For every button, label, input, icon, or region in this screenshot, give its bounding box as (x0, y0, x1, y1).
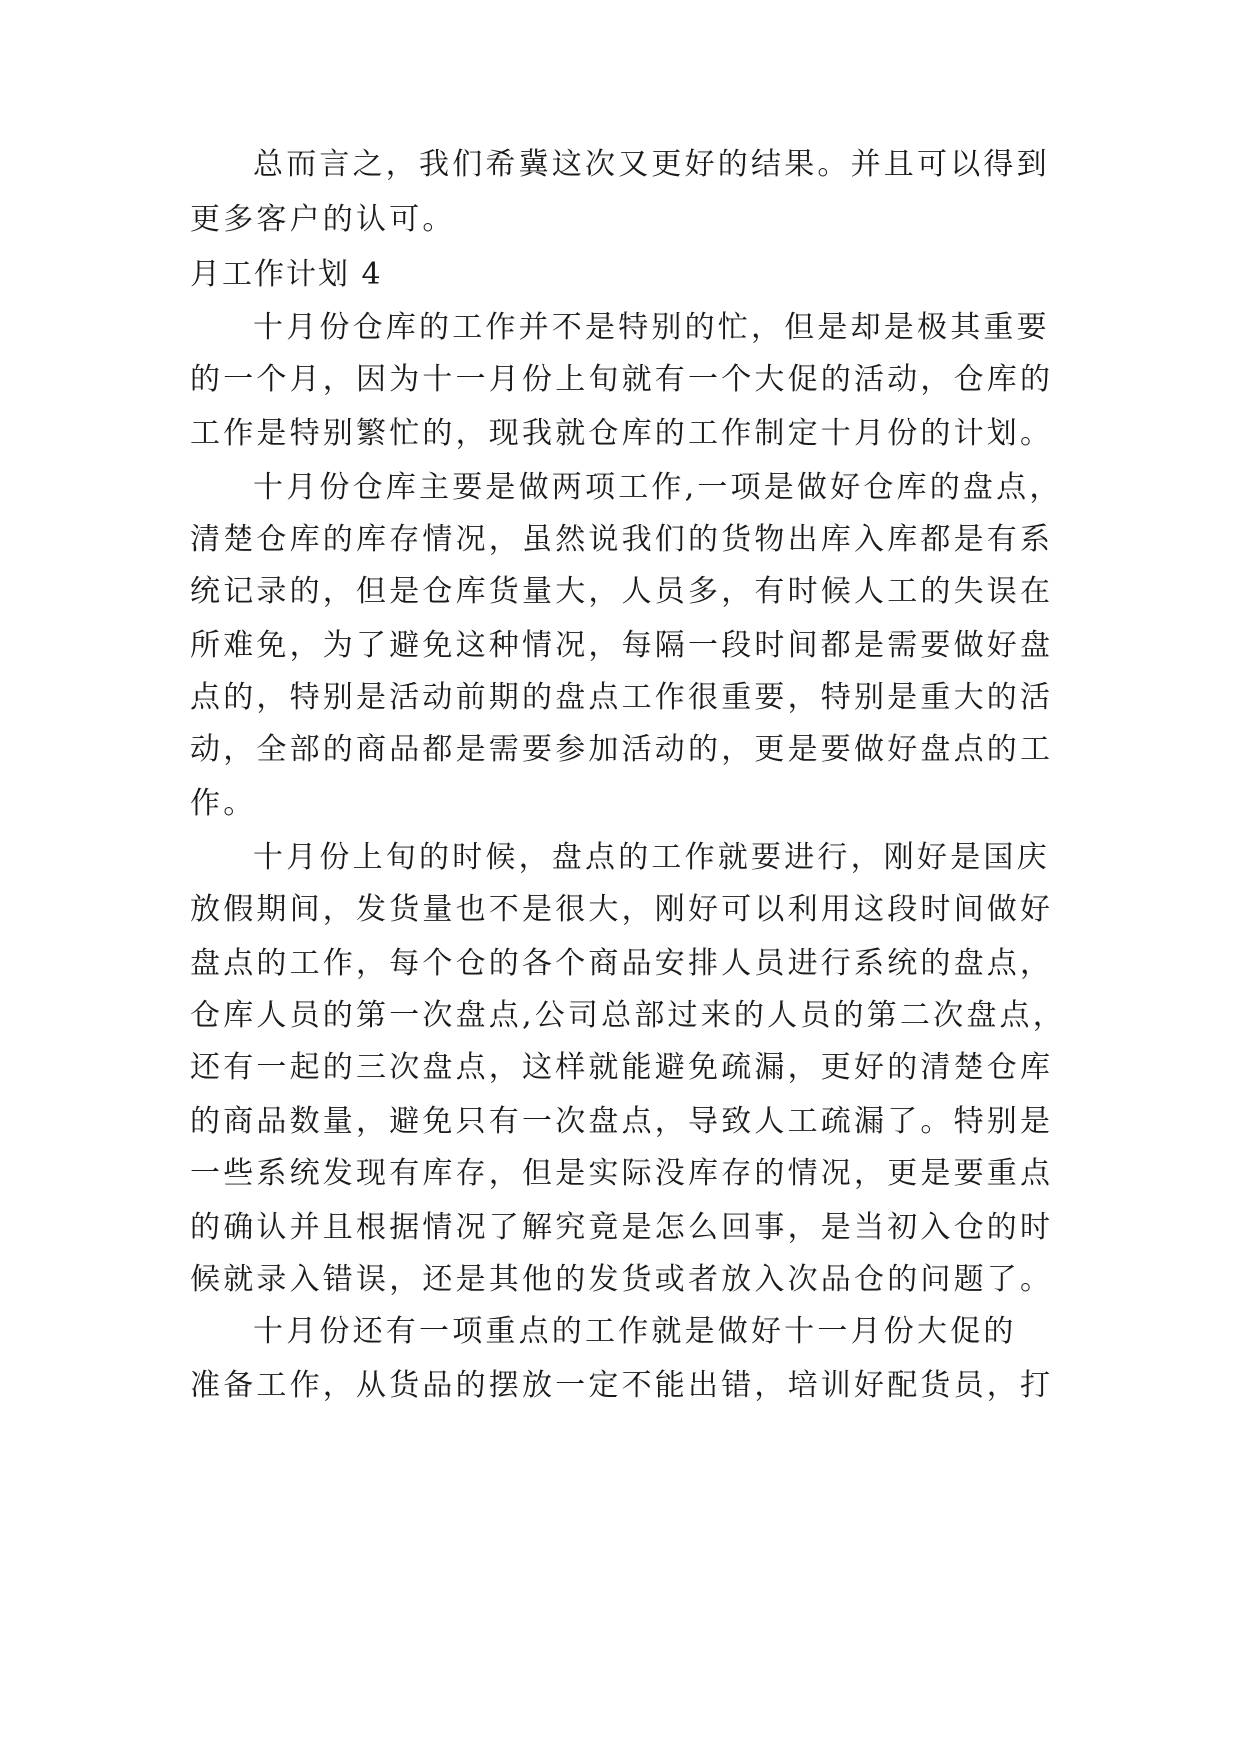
paragraph-line: 的一个月，因为十一月份上旬就有一个大促的活动，仓库的 (190, 362, 1054, 397)
paragraph-line: 所难免，为了避免这种情况，每隔一段时间都是需要做好盘 (190, 628, 1054, 663)
paragraph-line: 工作是特别繁忙的，现我就仓库的工作制定十月份的计划。 (190, 416, 1054, 451)
paragraph-line: 十月份上旬的时候，盘点的工作就要进行，刚好是国庆 (253, 840, 1050, 875)
section-heading: 月工作计划 4 (190, 257, 383, 292)
paragraph-line: 动，全部的商品都是需要参加活动的，更是要做好盘点的工 (190, 732, 1054, 767)
paragraph-line: 总而言之，我们希冀这次又更好的结果。并且可以得到 (253, 147, 1050, 182)
paragraph-line: 点的，特别是活动前期的盘点工作很重要，特别是重大的活 (190, 680, 1054, 715)
paragraph-line: 十月份还有一项重点的工作就是做好十一月份大促的 (253, 1314, 1017, 1349)
paragraph-line: 盘点的工作，每个仓的各个商品安排人员进行系统的盘点， (190, 946, 1054, 981)
paragraph-line: 准备工作，从货品的摆放一定不能出错，培训好配货员，打 (190, 1368, 1054, 1403)
paragraph-line: 候就录入错误，还是其他的发货或者放入次品仓的问题了。 (190, 1262, 1054, 1297)
paragraph-line: 的确认并且根据情况了解究竟是怎么回事，是当初入仓的时 (190, 1210, 1054, 1245)
paragraph-line: 十月份仓库的工作并不是特别的忙，但是却是极其重要 (253, 310, 1050, 345)
paragraph-line: 的商品数量，避免只有一次盘点，导致人工疏漏了。特别是 (190, 1104, 1054, 1139)
paragraph-line: 作。 (190, 786, 257, 821)
paragraph-line: 清楚仓库的库存情况，虽然说我们的货物出库入库都是有系 (190, 522, 1054, 557)
paragraph-line: 统记录的，但是仓库货量大，人员多，有时候人工的失误在 (190, 574, 1054, 609)
paragraph-line: 还有一起的三次盘点，这样就能避免疏漏，更好的清楚仓库 (190, 1050, 1054, 1085)
paragraph-line: 更多客户的认可。 (190, 202, 456, 237)
paragraph-line: 放假期间，发货量也不是很大，刚好可以利用这段时间做好 (190, 892, 1054, 927)
paragraph-line: 一些系统发现有库存，但是实际没库存的情况，更是要重点 (190, 1156, 1054, 1191)
paragraph-line: 十月份仓库主要是做两项工作,一项是做好仓库的盘点， (253, 470, 1063, 505)
paragraph-line: 仓库人员的第一次盘点,公司总部过来的人员的第二次盘点， (190, 998, 1066, 1033)
